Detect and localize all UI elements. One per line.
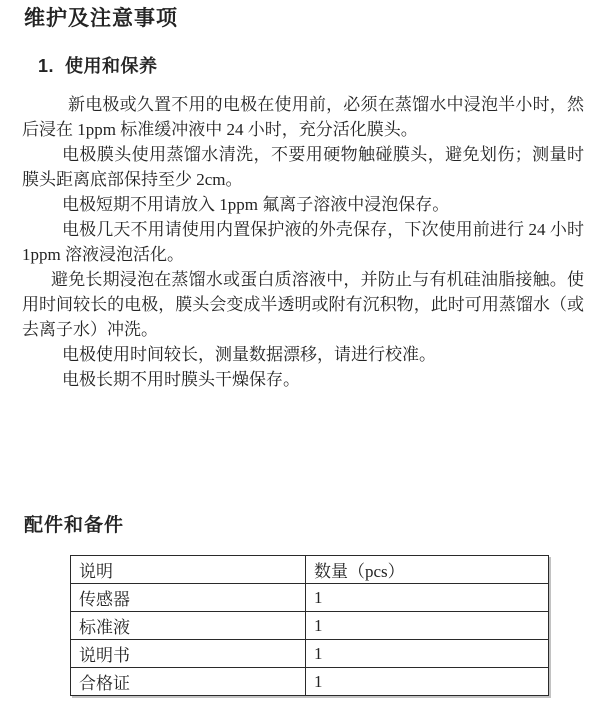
paragraph-few-days-storage: 电极几天不用请使用内置保护液的外壳保存，下次使用前进行 24 小时 1ppm 溶液浸泡活化。	[22, 220, 584, 264]
section-number: 1.	[38, 56, 55, 76]
table-row	[71, 612, 549, 640]
cell-item-qty: 1	[306, 640, 549, 668]
paragraph-cleaning: 电极膜头使用蒸馏水清洗，不要用硬物触碰膜头，避免划伤；测量时膜头距离底部保持至少 2cm。	[22, 145, 584, 189]
paragraph-avoid-soaking: 避免长期浸泡在蒸馏水或蛋白质溶液中，并防止与有机硅油脂接触。使用时间较长的电极，膜头会变成半透明或附有沉积物，此时可用蒸馏水（或去离子水）冲洗。	[22, 270, 584, 339]
table-row	[71, 668, 549, 696]
cell-item-name: 标准液	[71, 612, 306, 640]
usage-paragraphs	[22, 92, 584, 392]
table-row	[71, 640, 549, 668]
table-header-row	[71, 556, 549, 584]
paragraph-long-term-storage: 电极长期不用时膜头干燥保存。	[62, 370, 300, 389]
cell-item-name: 传感器	[71, 584, 306, 612]
cell-item-name: 合格证	[71, 668, 306, 696]
page-title: 维护及注意事项	[24, 7, 178, 30]
header-cell-quantity: 数量（pcs）	[306, 556, 549, 584]
cell-item-name: 说明书	[71, 640, 306, 668]
paragraph-new-electrode: 新电极或久置不用的电极在使用前，必须在蒸馏水中浸泡半小时，然后浸在 1ppm 标准缓冲液中 24 小时，充分活化膜头。	[22, 95, 584, 139]
accessories-table	[70, 555, 549, 696]
section-heading-usage	[38, 55, 606, 77]
header-cell-description: 说明	[71, 556, 306, 584]
paragraph-short-term-storage: 电极短期不用请放入 1ppm 氟离子溶液中浸泡保存。	[62, 195, 450, 214]
cell-item-qty: 1	[306, 668, 549, 696]
cell-item-qty: 1	[306, 584, 549, 612]
cell-item-qty: 1	[306, 612, 549, 640]
section-heading-text: 使用和保养	[65, 56, 158, 76]
section-heading-accessories: 配件和备件	[24, 515, 125, 536]
table-row	[71, 584, 549, 612]
paragraph-calibration: 电极使用时间较长，测量数据漂移，请进行校准。	[62, 345, 436, 364]
